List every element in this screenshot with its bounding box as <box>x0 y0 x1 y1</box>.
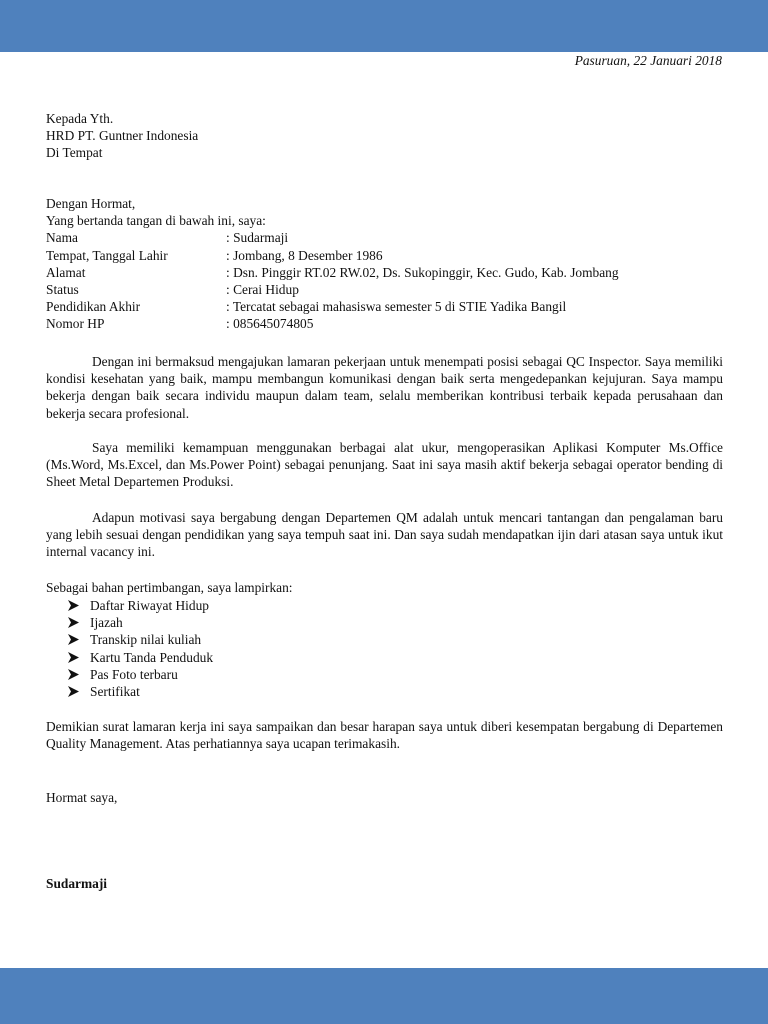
list-item <box>68 631 213 648</box>
conclusion-paragraph: Demikian surat lamaran kerja ini saya sampaikan dan besar harapan saya untuk diberi kesempatan bergabung di Departemen Quality Management. Atas perhatiannya saya ucapan terimakasih. <box>46 719 723 752</box>
attachment-label: Sertifikat <box>90 683 140 699</box>
field-row-alamat <box>46 264 723 281</box>
field-value: : 085645074805 <box>226 316 314 332</box>
attachment-label: Kartu Tanda Penduduk <box>90 649 214 665</box>
opening-block <box>46 195 723 333</box>
body-paragraph-2: Saya memiliki kemampuan menggunakan berbagai alat ukur, mengoperasikan Aplikasi Komputer Ms.Office (Ms.Word, Ms.Excel, dan Ms.Power Point) sebagai penunjang. Saat ini saya masih aktif bekerja sebagai operator bending di Sheet Metal Departemen Produksi. <box>46 440 723 490</box>
signature-name: Sudarmaji <box>46 876 108 891</box>
footer-band <box>0 968 768 1024</box>
field-label: Tempat, Tanggal Lahir <box>46 247 168 263</box>
list-item <box>68 614 213 631</box>
addressee-line-3: Di Tempat <box>46 145 103 161</box>
attachment-label: Ijazah <box>90 615 123 631</box>
attachments-intro: Sebagai bahan pertimbangan, saya lampirkan: <box>46 580 293 595</box>
body-paragraph-3: Adapun motivasi saya bergabung dengan Departemen QM adalah untuk mencari tantangan dan pengalaman baru yang lebih sesuai dengan pendidikan yang saya tempuh saat ini. Dan saya sudah mendapatkan ijin dari atasan saya untuk ikut internal vacancy ini. <box>46 510 723 560</box>
arrowhead-bullet-icon <box>68 600 90 611</box>
field-label: Status <box>46 282 79 298</box>
list-item <box>68 666 213 683</box>
field-value: : Cerai Hidup <box>226 282 299 298</box>
addressee-line-1: Kepada Yth. <box>46 111 114 126</box>
list-item <box>68 597 213 614</box>
attachment-label: Pas Foto terbaru <box>90 666 178 682</box>
field-label: Nomor HP <box>46 316 105 332</box>
field-label: Pendidikan Akhir <box>46 299 141 315</box>
arrowhead-bullet-icon <box>68 617 90 628</box>
attachments-list <box>68 597 213 700</box>
greeting: Dengan Hormat, <box>46 196 136 211</box>
field-row-nama <box>46 229 723 246</box>
field-value: : Sudarmaji <box>226 230 289 246</box>
arrowhead-bullet-icon <box>68 686 90 697</box>
list-item <box>68 649 213 666</box>
attachment-label: Daftar Riwayat Hidup <box>90 598 209 613</box>
field-label: Nama <box>46 230 78 246</box>
arrowhead-bullet-icon <box>68 669 90 680</box>
closing-salutation: Hormat saya, <box>46 790 118 805</box>
list-item <box>68 683 213 700</box>
arrowhead-bullet-icon <box>68 634 90 645</box>
field-value: : Tercatat sebagai mahasiswa semester 5 di STIE Yadika Bangil <box>226 299 567 315</box>
field-label: Alamat <box>46 264 86 280</box>
field-value: : Jombang, 8 Desember 1986 <box>226 247 383 263</box>
field-value: : Dsn. Pinggir RT.02 RW.02, Ds. Sukopinggir, Kec. Gudo, Kab. Jombang <box>226 264 619 280</box>
addressee-line-2: HRD PT. Guntner Indonesia <box>46 128 199 144</box>
arrowhead-bullet-icon <box>68 652 90 663</box>
field-row-status <box>46 281 723 298</box>
addressee-block <box>46 110 723 162</box>
field-row-pendidikan <box>46 298 723 315</box>
field-row-ttl <box>46 247 723 264</box>
attachment-label: Transkip nilai kuliah <box>90 632 202 648</box>
body-paragraph-1: Dengan ini bermaksud mengajukan lamaran pekerjaan untuk menempati posisi sebagai QC Inspector. Saya memiliki kondisi kesehatan yang baik, mampu membangun komunikasi dengan baik serta mengedepankan kejujuran. Saya mampu bekerja dengan baik secara individu maupun dalam team, selalu memberikan kontribusi terbaik kepada perusahaan dan bekerja secara profesional. <box>46 354 723 421</box>
letter-date: Pasuruan, 22 Januari 2018 <box>574 53 722 68</box>
field-row-nomor-hp <box>46 315 723 332</box>
intro-line: Yang bertanda tangan di bawah ini, saya: <box>46 213 266 229</box>
header-band <box>0 0 768 52</box>
